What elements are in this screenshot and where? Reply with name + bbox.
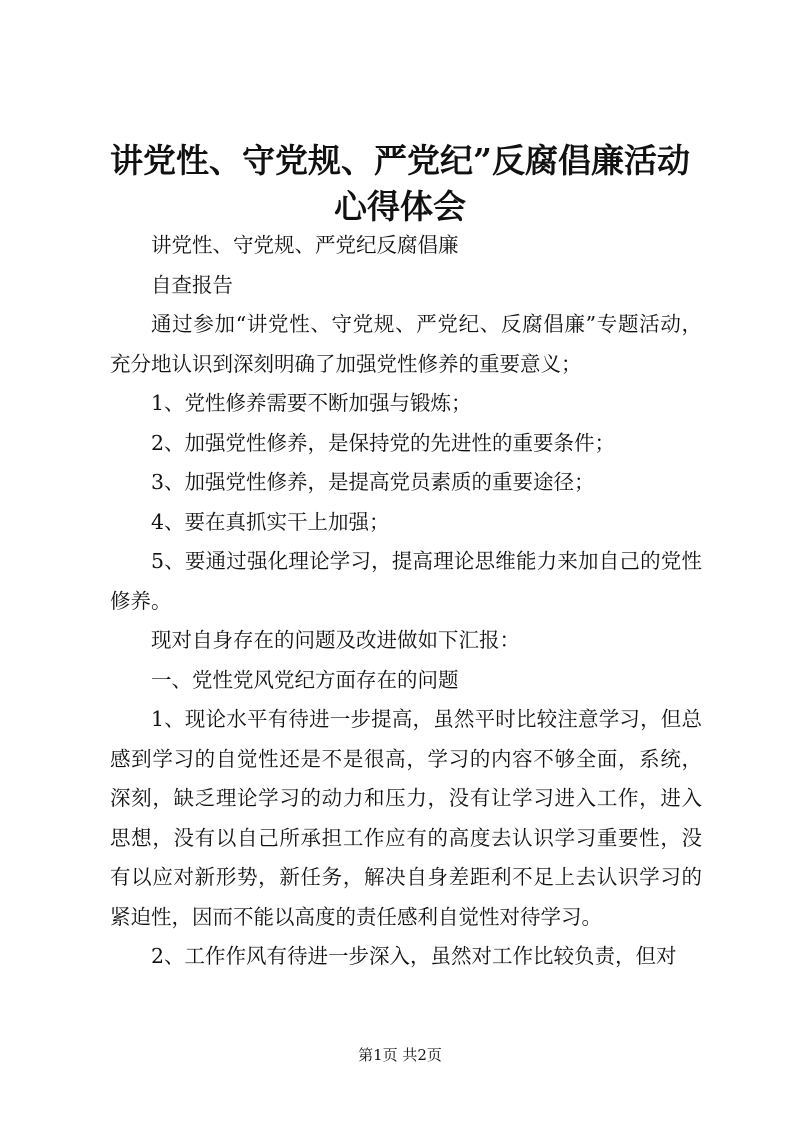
paragraph: 自查报告 [151, 272, 233, 297]
paragraph: 一、党性党风党纪方面存在的问题 [151, 667, 459, 692]
paragraph: 2、加强党性修养，是保持党的先进性的重要条件； [151, 430, 616, 455]
paragraph: 5、要通过强化理论学习，提高理论思维能力来加自己的党性修养。 [110, 549, 702, 613]
page-number-footer: 第1页 共2页 [358, 1046, 442, 1064]
paragraph: 3、加强党性修养，是提高党员素质的重要途径； [151, 470, 595, 494]
paragraph: 2、工作作风有待进一步深入，虽然对工作比较负责，但对 [151, 944, 677, 968]
paragraph: 4、要在真抓实干上加强； [151, 509, 390, 534]
paragraph: 讲党性、守党规、严党纪反腐倡廉 [151, 233, 459, 257]
paragraph: 1、现论水平有待进一步提高，虽然平时比较注意学习，但总感到学习的自觉性还是不是很高，学习的内容不够全面，系统，深刻，缺乏理论学习的动力和压力，没有让学习进入工作，进入思想，没有以自己所承担工作应有的高度去认识学习重要性，没有以应对新形势，新任务，解决自身差距利不足上去认识学习的紧迫性，因而不能以高度的责任感利自觉性对待学习。 [110, 707, 702, 929]
document-title: 讲党性、守党规、严党纪”反腐倡廉活动心得体会 [110, 141, 690, 226]
document-body [110, 226, 702, 977]
paragraph: 1、党性修养需要不断加强与锻炼； [151, 391, 472, 415]
paragraph: 通过参加“讲党性、守党规、严党纪、反腐倡廉”专题活动，充分地认识到深刻明确了加强党性修养的重要意义； [110, 312, 702, 376]
paragraph: 现对自身存在的问题及改进做如下汇报： [151, 628, 520, 652]
